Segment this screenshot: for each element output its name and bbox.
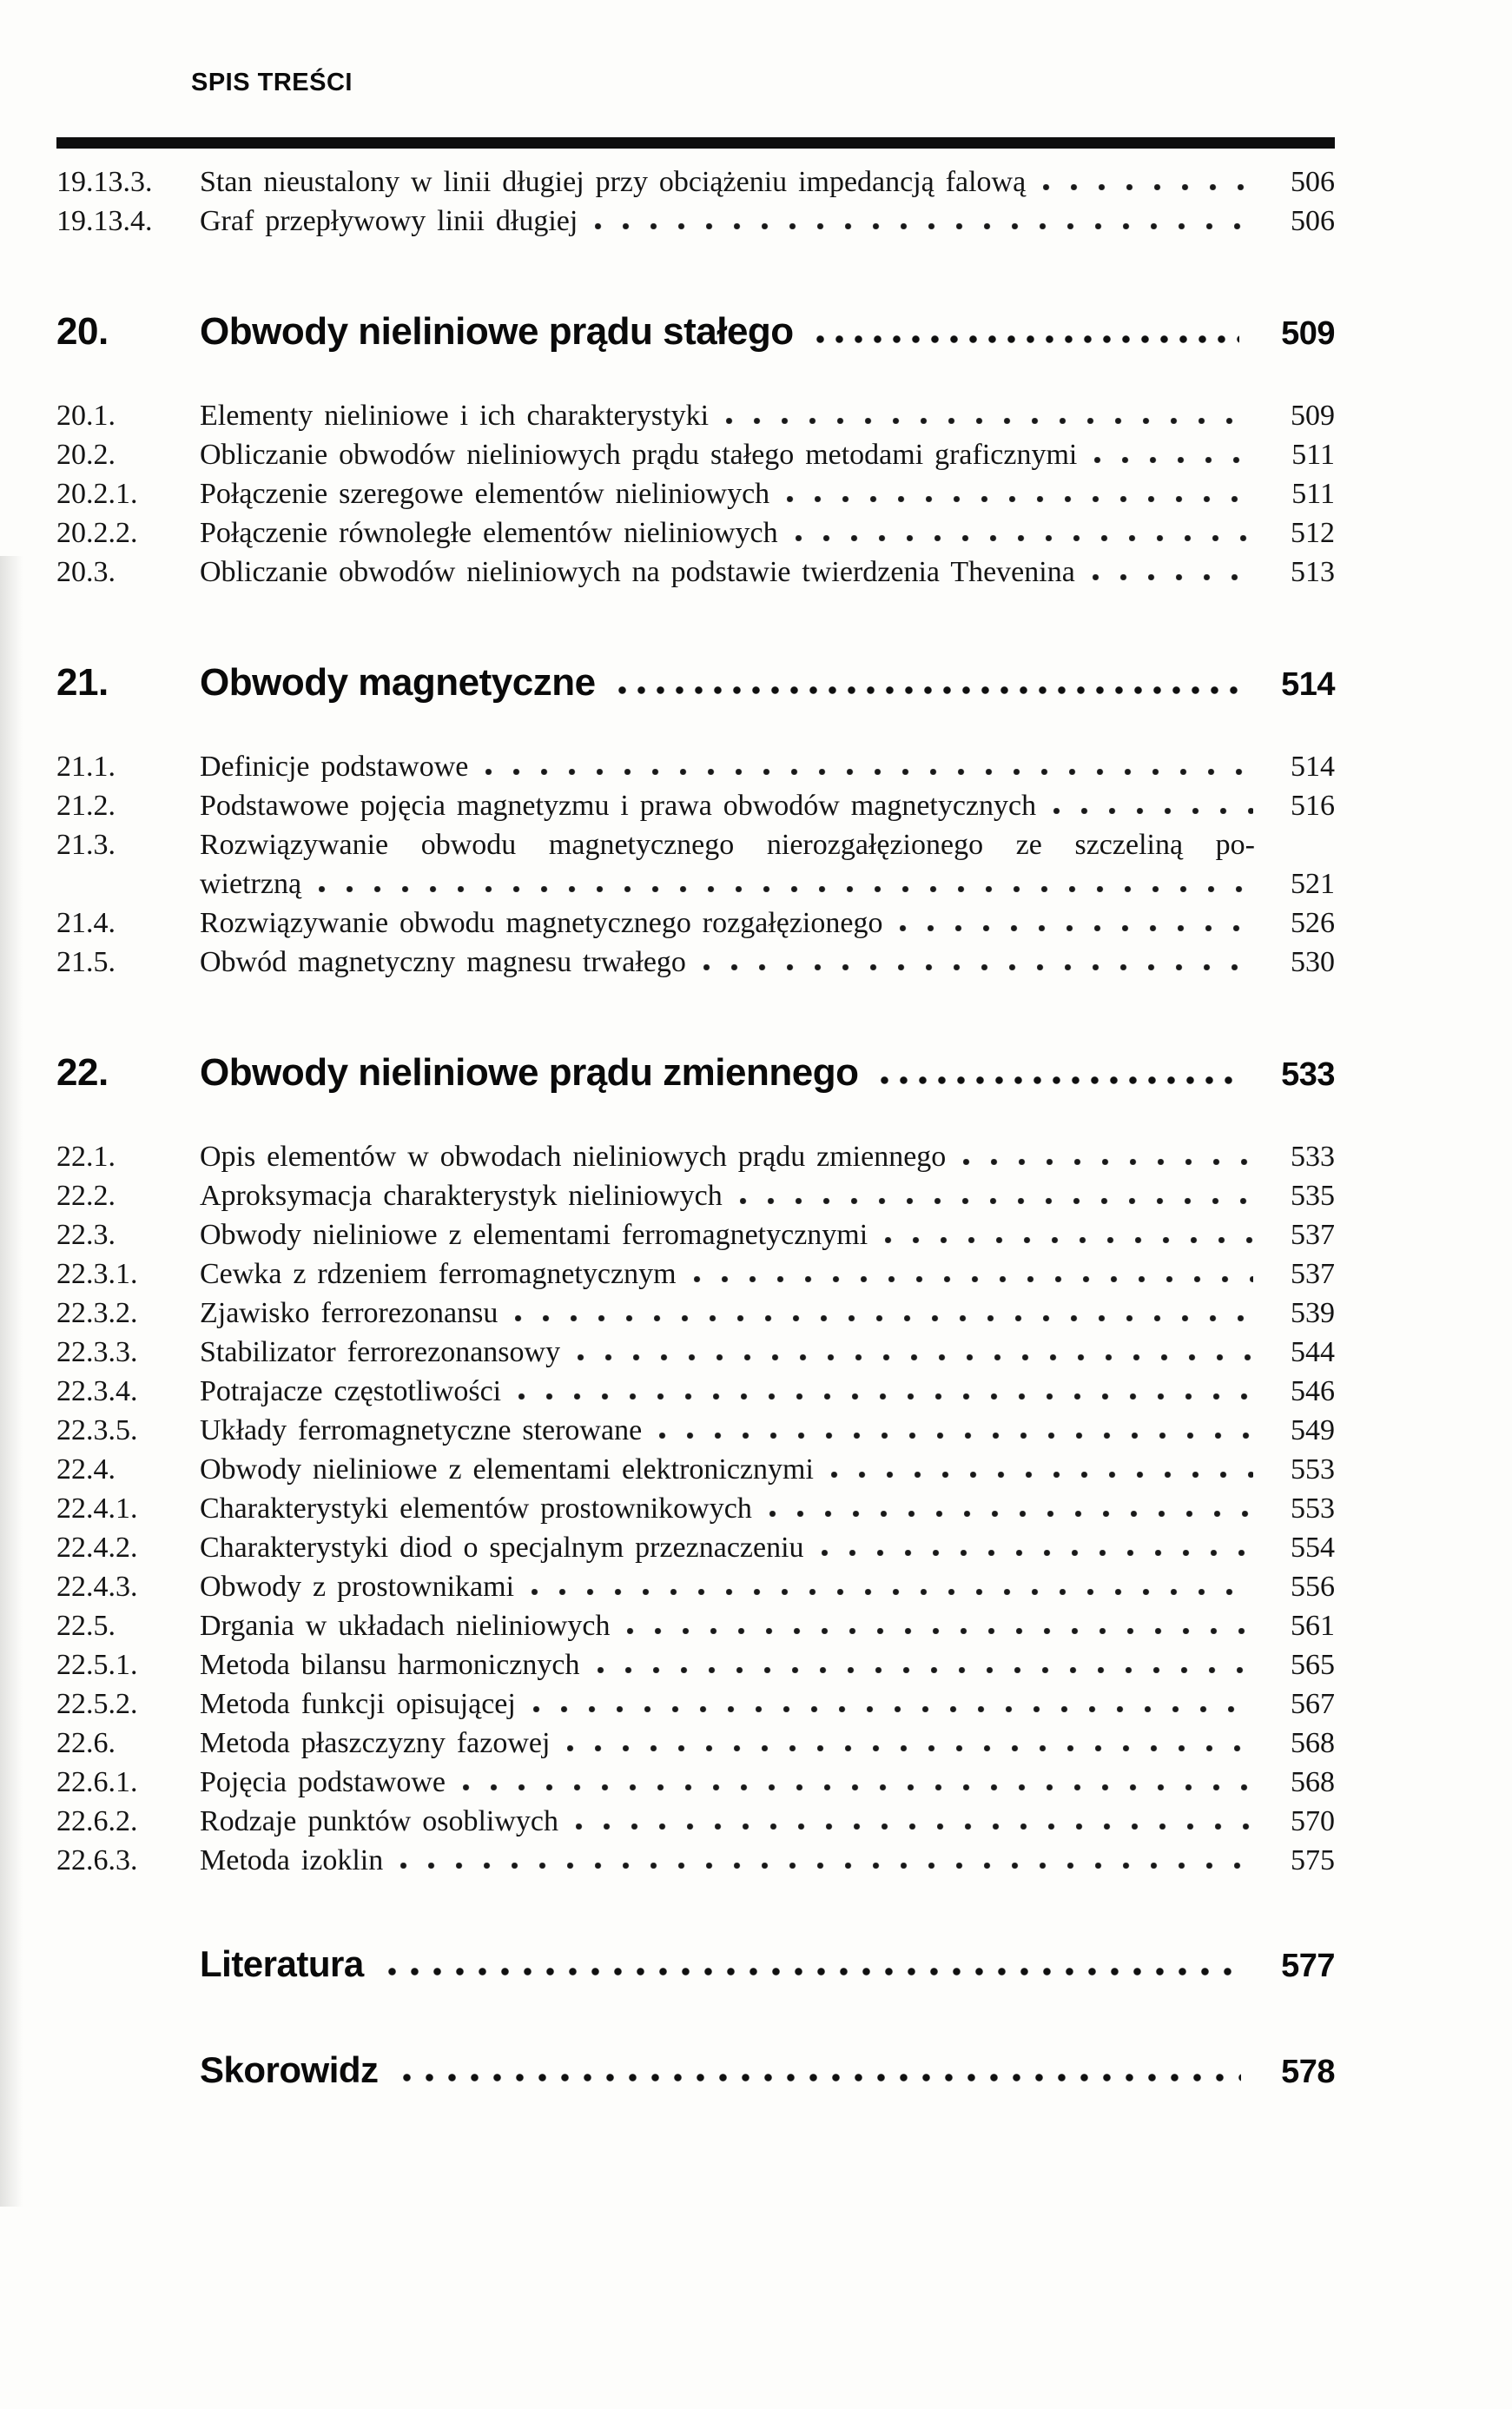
back-matter-page-number: 578	[1281, 2054, 1335, 2090]
toc-entry-row	[56, 1372, 1335, 1411]
chapter-block	[56, 657, 1335, 982]
chapter-page-number: 509	[1281, 315, 1335, 352]
chapter-block	[56, 1047, 1335, 1880]
toc-entry-row	[56, 1333, 1335, 1372]
entry-title: Drgania w układach nieliniowych	[200, 1610, 611, 1642]
entry-page-number: 516	[1291, 790, 1335, 822]
entry-page-number: 535	[1291, 1180, 1335, 1212]
entry-number: 22.1.	[56, 1141, 116, 1173]
chapter-heading-row	[56, 1047, 1335, 1101]
entry-title: Opis elementów w obwodach nieliniowych prądu zmiennego	[200, 1141, 947, 1173]
entry-title: Połączenie szeregowe elementów nieliniowych	[200, 478, 770, 510]
toc-entry-row	[56, 864, 1335, 903]
table-of-contents	[56, 162, 1335, 2097]
entry-title: Pojęcia podstawowe	[200, 1766, 446, 1798]
chapter-entries	[56, 747, 1335, 982]
toc-entry-row	[56, 1489, 1335, 1528]
chapter-heading-row	[56, 657, 1335, 711]
toc-entry-row	[56, 162, 1335, 202]
entry-page-number: 537	[1291, 1219, 1335, 1251]
entry-title: Obliczanie obwodów nieliniowych prądu stałego metodami graficznymi	[200, 439, 1078, 471]
toc-entry-row	[56, 513, 1335, 553]
entry-title: Cewka z rdzeniem ferromagnetycznym	[200, 1258, 677, 1290]
entry-page-number: 539	[1291, 1297, 1335, 1329]
entry-number: 21.3.	[56, 829, 116, 861]
entry-title: Obwody nieliniowe z elementami elektronicznymi	[200, 1453, 814, 1486]
entry-page-number: 570	[1291, 1805, 1335, 1837]
chapter-entries	[56, 1137, 1335, 1880]
entry-page-number: 549	[1291, 1414, 1335, 1446]
entry-number: 22.6.3.	[56, 1844, 138, 1876]
entry-page-number: 561	[1291, 1610, 1335, 1642]
entry-title: Elementy nieliniowe i ich charakterystyki	[200, 400, 710, 432]
toc-entry-row	[56, 1294, 1335, 1333]
entry-page-number: 546	[1291, 1375, 1335, 1407]
toc-entry-row	[56, 1528, 1335, 1567]
entry-page-number: 533	[1291, 1141, 1335, 1173]
toc-entry-row	[56, 396, 1335, 435]
entry-page-number: 530	[1291, 946, 1335, 978]
entry-page-number: 565	[1291, 1649, 1335, 1681]
toc-entry-row	[56, 786, 1335, 825]
toc-entry-row	[56, 1411, 1335, 1450]
entry-page-number: 521	[1291, 868, 1335, 900]
header-rule	[56, 137, 1335, 149]
toc-entry-row	[56, 1645, 1335, 1684]
toc-entry-row	[56, 747, 1335, 786]
toc-entry-row	[56, 1137, 1335, 1176]
entry-page-number: 567	[1291, 1688, 1335, 1720]
entry-page-number: 554	[1291, 1532, 1335, 1564]
toc-entry-row	[56, 1802, 1335, 1841]
back-matter-row	[56, 2045, 1335, 2097]
entry-page-number: 509	[1291, 400, 1335, 432]
entry-title: Połączenie równoległe elementów nieliniowych	[200, 517, 778, 549]
entry-title: Metoda funkcji opisującej	[200, 1688, 516, 1720]
entry-page-number: 556	[1291, 1571, 1335, 1603]
entry-title: Obwody nieliniowe z elementami ferromagnetycznymi	[200, 1219, 868, 1251]
toc-entry-row	[56, 825, 1335, 864]
entry-page-number: 513	[1291, 556, 1335, 588]
entry-number: 20.2.1.	[56, 478, 138, 510]
chapter-page-number: 514	[1281, 666, 1335, 703]
toc-entry-row	[56, 1684, 1335, 1724]
entry-title: Graf przepływowy linii długiej	[200, 205, 578, 237]
chapter-number: 22.	[56, 1051, 109, 1094]
chapter-title: Obwody magnetyczne	[200, 661, 596, 704]
entry-title: Definicje podstawowe	[200, 751, 469, 783]
entry-title: Obwód magnetyczny magnesu trwałego	[200, 946, 686, 978]
entry-number: 22.3.1.	[56, 1258, 138, 1290]
toc-entry-row	[56, 1606, 1335, 1645]
chapter-entries	[56, 396, 1335, 592]
entry-number: 19.13.4.	[56, 205, 153, 237]
entry-title: Zjawisko ferrorezonansu	[200, 1297, 498, 1329]
entry-page-number: 506	[1291, 205, 1335, 237]
toc-entry-row	[56, 1254, 1335, 1294]
toc-entry-row	[56, 943, 1335, 982]
entry-number: 21.4.	[56, 907, 116, 939]
entry-number: 21.2.	[56, 790, 116, 822]
toc-entry-row	[56, 1176, 1335, 1215]
chapter-heading-row	[56, 306, 1335, 360]
entry-number: 22.6.	[56, 1727, 116, 1759]
entry-title: Charakterystyki diod o specjalnym przeznaczeniu	[200, 1532, 804, 1564]
entry-number: 22.3.5.	[56, 1414, 138, 1446]
entry-title: Obliczanie obwodów nieliniowych na podstawie twierdzenia Thevenina	[200, 556, 1075, 588]
toc-entry-row	[56, 202, 1335, 241]
entry-title: Stabilizator ferrorezonansowy	[200, 1336, 561, 1368]
entry-page-number: 553	[1291, 1492, 1335, 1525]
entry-title: wietrzną	[200, 868, 302, 900]
entry-number: 22.5.2.	[56, 1688, 138, 1720]
entry-title: Charakterystyki elementów prostownikowych	[200, 1492, 752, 1525]
entry-title: Metoda izoklin	[200, 1844, 384, 1876]
chapter-title: Obwody nieliniowe prądu stałego	[200, 310, 794, 353]
entry-number: 22.3.4.	[56, 1375, 138, 1407]
entry-number: 22.5.	[56, 1610, 116, 1642]
toc-entry-row	[56, 903, 1335, 943]
chapter-title: Obwody nieliniowe prądu zmiennego	[200, 1051, 859, 1094]
entry-page-number: 514	[1291, 751, 1335, 783]
entry-title: Stan nieustalony w linii długiej przy obciążeniu impedancją falową	[200, 166, 1027, 198]
pre-chapter-entries	[56, 162, 1335, 241]
entry-title: Podstawowe pojęcia magnetyzmu i prawa obwodów magnetycznych	[200, 790, 1037, 822]
chapter-number: 20.	[56, 310, 109, 353]
entry-page-number: 544	[1291, 1336, 1335, 1368]
entry-number: 22.4.1.	[56, 1492, 138, 1525]
toc-entry-row	[56, 1763, 1335, 1802]
entry-title: Metoda płaszczyzny fazowej	[200, 1727, 551, 1759]
entry-number: 22.3.2.	[56, 1297, 138, 1329]
toc-entry-row	[56, 474, 1335, 513]
entry-title: Aproksymacja charakterystyk nieliniowych	[200, 1180, 723, 1212]
entry-number: 22.6.2.	[56, 1805, 138, 1837]
chapter-block	[56, 306, 1335, 592]
entry-number: 22.4.2.	[56, 1532, 138, 1564]
entry-number: 20.1.	[56, 400, 116, 432]
page-header-title: SPIS TREŚCI	[191, 69, 353, 96]
entry-title: Rodzaje punktów osobliwych	[200, 1805, 559, 1837]
entry-title: Metoda bilansu harmonicznych	[200, 1649, 580, 1681]
entry-page-number: 575	[1291, 1844, 1335, 1876]
toc-entry-row	[56, 1724, 1335, 1763]
entry-title: Potrajacze częstotliwości	[200, 1375, 502, 1407]
back-matter-title: Skorowidz	[200, 2049, 379, 2090]
entry-number: 22.4.3.	[56, 1571, 138, 1603]
entry-page-number: 568	[1291, 1766, 1335, 1798]
entry-page-number: 553	[1291, 1453, 1335, 1486]
back-matter-page-number: 577	[1281, 1948, 1335, 1984]
entry-page-number: 568	[1291, 1727, 1335, 1759]
entry-number: 21.1.	[56, 751, 116, 783]
toc-entry-row	[56, 1841, 1335, 1880]
entry-title: Obwody z prostownikami	[200, 1571, 515, 1603]
toc-entry-row	[56, 1450, 1335, 1489]
entry-number: 20.2.	[56, 439, 116, 471]
entry-number: 22.5.1.	[56, 1649, 138, 1681]
entry-title: Rozwiązywanie obwodu magnetycznego rozgałęzionego	[200, 907, 883, 939]
back-matter-title: Literatura	[200, 1943, 364, 1984]
entry-number: 19.13.3.	[56, 166, 153, 198]
entry-page-number: 511	[1291, 439, 1335, 471]
entry-page-number: 506	[1291, 166, 1335, 198]
toc-entry-row	[56, 553, 1335, 592]
entry-number: 22.3.3.	[56, 1336, 138, 1368]
chapter-page-number: 533	[1281, 1056, 1335, 1093]
entry-number: 22.4.	[56, 1453, 116, 1486]
entry-number: 20.2.2.	[56, 517, 138, 549]
entry-number: 21.5.	[56, 946, 116, 978]
entry-number: 22.3.	[56, 1219, 116, 1251]
entry-page-number: 526	[1291, 907, 1335, 939]
toc-entry-row	[56, 435, 1335, 474]
toc-entry-row	[56, 1567, 1335, 1606]
entry-page-number: 537	[1291, 1258, 1335, 1290]
entry-page-number: 512	[1291, 517, 1335, 549]
chapter-number: 21.	[56, 661, 109, 704]
entry-number: 22.2.	[56, 1180, 116, 1212]
entry-number: 20.3.	[56, 556, 116, 588]
toc-entry-row	[56, 1215, 1335, 1254]
entry-title: Układy ferromagnetyczne sterowane	[200, 1414, 643, 1446]
back-matter	[56, 1939, 1335, 2097]
back-matter-row	[56, 1939, 1335, 1991]
entry-title: Rozwiązywanie obwodu magnetycznego nierozgałęzionego ze szczeliną po-	[200, 829, 1255, 861]
entry-number: 22.6.1.	[56, 1766, 138, 1798]
entry-page-number: 511	[1291, 478, 1335, 510]
